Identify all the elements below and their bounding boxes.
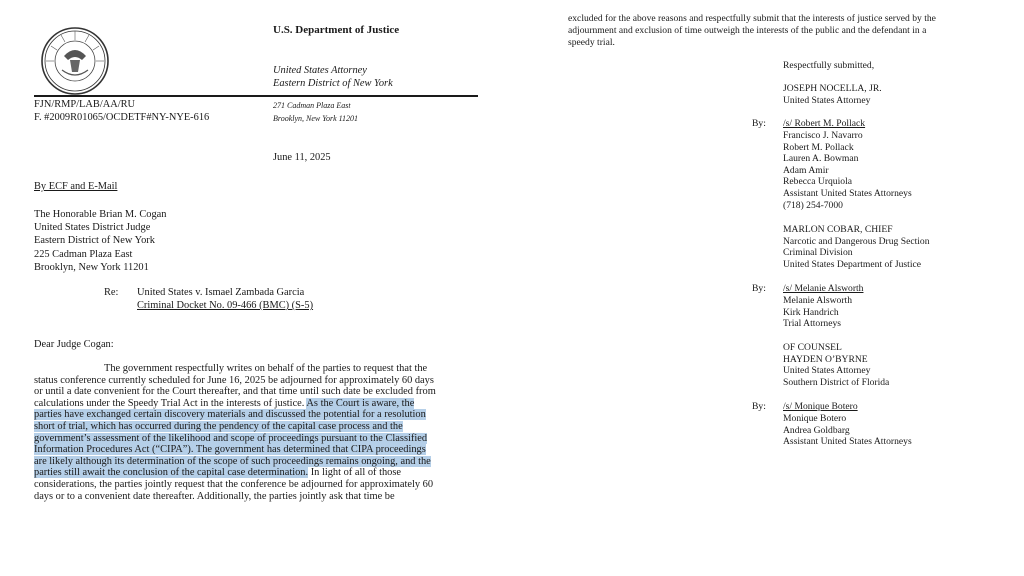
continuation-line: speedy trial. xyxy=(568,37,615,48)
official-line: HAYDEN O’BYRNE xyxy=(783,353,868,365)
office-district: Eastern District of New York xyxy=(273,78,393,89)
official-line: United States Department of Justice xyxy=(783,258,922,270)
highlighted-text: short of trial, which has occurred during the pendency of the capital case process and the xyxy=(34,420,403,432)
signature-names xyxy=(783,413,912,448)
recipient-line: Eastern District of New York xyxy=(34,235,155,247)
body-text: In light of all of those xyxy=(308,467,402,479)
attorney-name: Adam Amir xyxy=(783,164,829,176)
official-line: Narcotic and Dangerous Drug Section xyxy=(783,235,930,247)
official-line: Criminal Division xyxy=(783,247,853,259)
attorney-name: Francisco J. Navarro xyxy=(783,130,863,141)
attorney-name: Melanie Alsworth xyxy=(783,295,853,306)
body-line xyxy=(34,398,484,410)
signature-names xyxy=(783,295,852,330)
signer-name: JOSEPH NOCELLA, JR. xyxy=(783,83,882,94)
recipient-line: Brooklyn, New York 11201 xyxy=(34,261,149,273)
official-line: United States Attorney xyxy=(783,365,871,377)
body-line xyxy=(34,433,484,445)
official-line: MARLON COBAR, CHIEF xyxy=(783,224,893,235)
attorney-name: Monique Botero xyxy=(783,413,847,424)
body-line xyxy=(34,456,484,468)
body-text: considerations, the parties jointly request that the conference be adjourned for approximately 60 xyxy=(34,478,434,490)
recipient-line: 225 Cadman Plaza East xyxy=(34,248,133,260)
delivery-method: By ECF and E-Mail xyxy=(34,181,118,192)
re-docket: Criminal Docket No. 09-466 (BMC) (S-5) xyxy=(137,300,314,311)
signature-names xyxy=(783,130,912,211)
closing: Respectfully submitted, xyxy=(783,60,875,71)
salutation: Dear Judge Cogan: xyxy=(34,339,114,350)
body-paragraph xyxy=(34,363,484,502)
of-counsel-block xyxy=(783,342,889,388)
attorney-title: Trial Attorneys xyxy=(783,318,842,330)
body-line xyxy=(34,467,484,479)
reference-file-number: F. #2009R01065/OCDETF#NY-NYE-616 xyxy=(34,112,210,123)
attorney-name: Andrea Goldbarg xyxy=(783,424,850,436)
recipient-line: The Honorable Brian M. Cogan xyxy=(34,209,167,220)
phone-number: (718) 254-7000 xyxy=(783,199,843,211)
letter-date: June 11, 2025 xyxy=(273,152,331,163)
signature-line: /s/ Robert M. Pollack xyxy=(783,118,866,129)
highlighted-text: As the Court is aware, the xyxy=(306,397,415,409)
address-line-1: 271 Cadman Plaza East xyxy=(273,101,351,110)
signer-title: United States Attorney xyxy=(783,95,871,106)
reference-initials: FJN/RMP/LAB/AA/RU xyxy=(34,99,136,110)
body-line xyxy=(34,479,484,491)
body-line xyxy=(34,409,484,421)
continuation-line: adjournment and exclusion of time outweigh the interests of the public and the defendant in a xyxy=(568,25,927,36)
highlighted-text: parties have exchanged certain discovery materials and discussed the potential for a resolution xyxy=(34,409,426,421)
agency-name: U.S. Department of Justice xyxy=(273,24,400,36)
letterhead-rule xyxy=(34,95,478,97)
attorney-name: Rebecca Urquiola xyxy=(783,176,852,188)
body-text: The government respectfully writes on behalf of the parties to request that the xyxy=(104,363,428,374)
body-line xyxy=(34,375,484,387)
attorney-name: Kirk Handrich xyxy=(783,306,839,318)
attorney-name: Lauren A. Bowman xyxy=(783,153,859,165)
attorney-title: Assistant United States Attorneys xyxy=(783,436,912,448)
body-line xyxy=(34,421,484,433)
official-line: OF COUNSEL xyxy=(783,342,842,353)
body-text: or until a date convenient for the Court thereafter, and that time until such date be excluded from xyxy=(34,386,436,398)
ndds-block xyxy=(783,224,930,270)
body-text: days or to a convenient date thereafter. Additionally, the parties jointly ask that time be xyxy=(34,490,395,502)
re-case-name: United States v. Ismael Zambada Garcia xyxy=(137,287,305,298)
attorney-title: Assistant United States Attorneys xyxy=(783,187,912,199)
signature-line: /s/ Monique Botero xyxy=(783,401,858,412)
doj-seal-icon xyxy=(40,26,110,96)
address-line-2: Brooklyn, New York 11201 xyxy=(273,114,359,123)
highlighted-text: government’s assessment of the likelihood and scope of proceedings pursuant to the Classified xyxy=(34,432,428,444)
recipient-line: United States District Judge xyxy=(34,222,151,234)
signature-line: /s/ Melanie Alsworth xyxy=(783,283,864,294)
highlighted-text: Information Procedures Act (“CIPA”). The government has determined that CIPA proceedings xyxy=(34,444,426,456)
office-title: United States Attorney xyxy=(273,65,367,76)
body-text: calculations under the Speedy Trial Act in the interests of justice. xyxy=(34,397,307,409)
body-line xyxy=(34,363,484,375)
body-text: status conference currently scheduled for June 16, 2025 be adjourned for approximately 60 days xyxy=(34,374,434,386)
by-label: By: xyxy=(752,401,766,412)
body-line xyxy=(34,386,484,398)
recipient-block xyxy=(34,208,166,274)
continuation-line: excluded for the above reasons and respectfully submit that the interests of justice served by the xyxy=(568,13,936,24)
re-label: Re: xyxy=(104,287,119,298)
highlighted-text: are likely although its determination of the scope of such proceedings remains ongoing, and the xyxy=(34,455,431,467)
official-line: Southern District of Florida xyxy=(783,376,890,388)
attorney-name: Robert M. Pollack xyxy=(783,141,854,153)
continuation-paragraph xyxy=(568,13,936,49)
highlighted-text: parties still await the conclusion of the capital case determination. xyxy=(34,467,309,479)
body-line xyxy=(34,491,484,503)
by-label: By: xyxy=(752,118,766,129)
by-label: By: xyxy=(752,283,766,294)
body-line xyxy=(34,444,484,456)
